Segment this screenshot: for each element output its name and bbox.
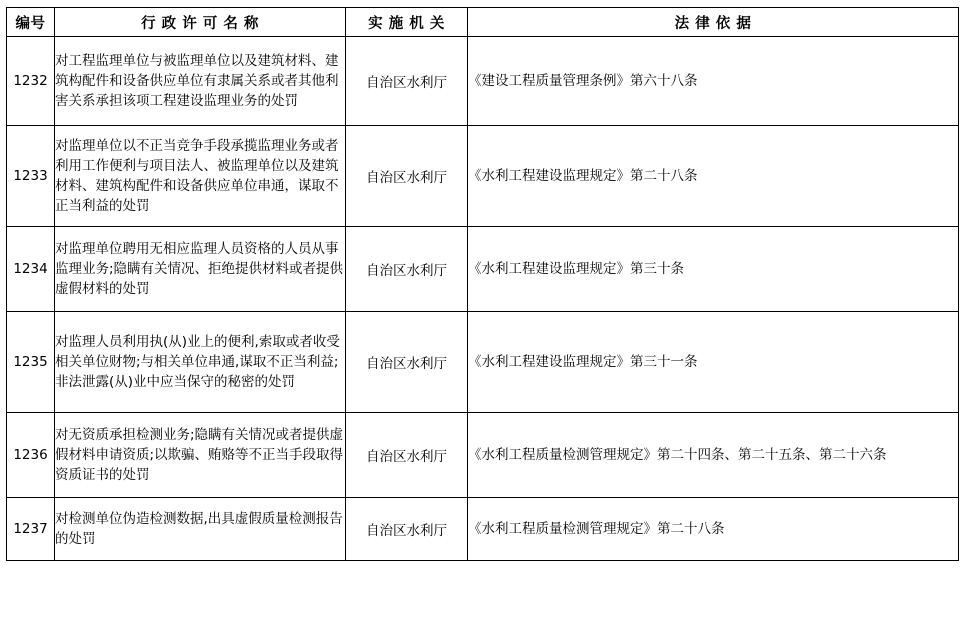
column-header-law: 法 律 依 据 (468, 8, 959, 37)
table-body (7, 37, 959, 561)
cell-organization: 自治区水利厅 (346, 498, 468, 561)
table-row (7, 227, 959, 312)
cell-organization: 自治区水利厅 (346, 37, 468, 126)
cell-organization: 自治区水利厅 (346, 413, 468, 498)
cell-permit-name: 对工程监理单位与被监理单位以及建筑材料、建筑构配件和设备供应单位有隶属关系或者其他利害关系承担该项工程建设监理业务的处罚 (55, 37, 346, 126)
table-row (7, 312, 959, 413)
cell-permit-name: 对检测单位伪造检测数据,出具虚假质量检测报告的处罚 (55, 498, 346, 561)
column-header-name: 行 政 许 可 名 称 (55, 8, 346, 37)
cell-legal-basis: 《建设工程质量管理条例》第六十八条 (468, 37, 959, 126)
cell-permit-name: 对监理单位以不正当竞争手段承揽监理业务或者利用工作便利与项目法人、被监理单位以及建筑材料、建筑构配件和设备供应单位串通，谋取不正当利益的处罚 (55, 126, 346, 227)
cell-id: 1236 (7, 413, 55, 498)
header-row (7, 8, 959, 37)
cell-id: 1234 (7, 227, 55, 312)
cell-legal-basis: 《水利工程建设监理规定》第三十条 (468, 227, 959, 312)
column-header-org: 实 施 机 关 (346, 8, 468, 37)
cell-id: 1237 (7, 498, 55, 561)
cell-legal-basis: 《水利工程建设监理规定》第二十八条 (468, 126, 959, 227)
cell-id: 1235 (7, 312, 55, 413)
column-header-id: 编号 (7, 8, 55, 37)
cell-id: 1232 (7, 37, 55, 126)
table-row (7, 126, 959, 227)
table-header (7, 8, 959, 37)
cell-id: 1233 (7, 126, 55, 227)
cell-permit-name: 对无资质承担检测业务;隐瞒有关情况或者提供虚假材料申请资质;以欺骗、贿赂等不正当手段取得资质证书的处罚 (55, 413, 346, 498)
administrative-permit-table (6, 7, 959, 561)
cell-permit-name: 对监理单位聘用无相应监理人员资格的人员从事监理业务;隐瞒有关情况、拒绝提供材料或者提供虚假材料的处罚 (55, 227, 346, 312)
table-row (7, 413, 959, 498)
cell-organization: 自治区水利厅 (346, 126, 468, 227)
cell-permit-name: 对监理人员利用执(从)业上的便利,索取或者收受相关单位财物;与相关单位串通,谋取不正当利益;非法泄露(从)业中应当保守的秘密的处罚 (55, 312, 346, 413)
cell-legal-basis: 《水利工程质量检测管理规定》第二十四条、第二十五条、第二十六条 (468, 413, 959, 498)
cell-legal-basis: 《水利工程建设监理规定》第三十一条 (468, 312, 959, 413)
cell-legal-basis: 《水利工程质量检测管理规定》第二十八条 (468, 498, 959, 561)
table-row (7, 37, 959, 126)
cell-organization: 自治区水利厅 (346, 227, 468, 312)
cell-organization: 自治区水利厅 (346, 312, 468, 413)
table-row (7, 498, 959, 561)
